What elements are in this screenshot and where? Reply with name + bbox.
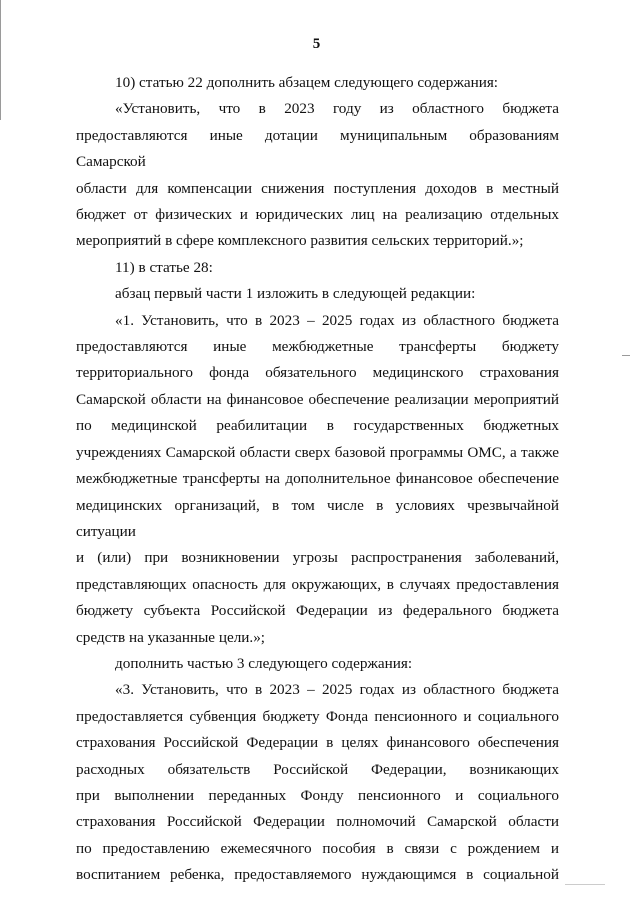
text-line: представляющих опасность для окружающих, в случаях предоставления xyxy=(76,575,559,593)
text-line: и (или) при возникновении угрозы распространения заболеваний, xyxy=(76,549,559,567)
text-line: учреждениях Самарской области сверх базовой программы ОМС, а также xyxy=(76,443,559,461)
text-line: 10) статью 22 дополнить абзацем следующего содержания: xyxy=(115,74,499,91)
text-line: мероприятий в сфере комплексного развития сельских территорий.»; xyxy=(76,232,524,250)
paragraph xyxy=(76,96,559,254)
text-line: бюджет от физических и юридических лиц на реализацию отдельных xyxy=(76,206,559,224)
text-line: межбюджетные трансферты на дополнительное финансовое обеспечение xyxy=(76,470,559,488)
paragraph xyxy=(76,281,559,307)
document-body xyxy=(76,70,559,889)
paragraph xyxy=(76,255,559,281)
text-line: «Установить, что в 2023 году из областного бюджета xyxy=(115,100,559,118)
text-line: «1. Установить, что в 2023 – 2025 годах из областного бюджета xyxy=(115,311,559,329)
text-line: области для компенсации снижения поступления доходов в местный xyxy=(76,179,559,197)
text-line: средств на указанные цели.»; xyxy=(76,628,266,646)
paragraph xyxy=(76,70,559,96)
text-line: бюджету субъекта Российской Федерации из федерального бюджета xyxy=(76,602,559,620)
text-line: «3. Установить, что в 2023 – 2025 годах из областного бюджета xyxy=(115,681,559,699)
text-line: по предоставлению ежемесячного пособия в связи с рождением и xyxy=(76,839,559,857)
text-line: расходных обязательств Российской Федерации, возникающих xyxy=(76,760,559,778)
scan-artifact xyxy=(622,355,630,356)
text-line: страхования Российской Федерации полномочий Самарской области xyxy=(76,813,559,831)
text-line: предоставляются иные межбюджетные трансферты бюджету xyxy=(76,338,559,356)
scan-artifact xyxy=(565,884,605,885)
scan-artifact xyxy=(0,0,1,120)
paragraph xyxy=(76,677,559,888)
text-line: воспитанием ребенка, предоставляемого нуждающимся в социальной xyxy=(76,866,559,884)
text-line: территориального фонда обязательного медицинского страхования xyxy=(76,364,559,382)
text-line: Самарской области на финансовое обеспечение реализации мероприятий xyxy=(76,390,559,408)
text-line: 11) в статье 28: xyxy=(115,258,213,276)
text-line: медицинских организаций, в том числе в условиях чрезвычайной ситуации xyxy=(76,496,559,540)
text-line: предоставляются иные дотации муниципальным образованиям Самарской xyxy=(76,126,559,171)
text-line: абзац первый части 1 изложить в следующей редакции: xyxy=(115,285,476,303)
text-line: по медицинской реабилитации в государственных бюджетных xyxy=(76,417,559,435)
page-number: 5 xyxy=(312,36,321,52)
text-line: дополнить частью 3 следующего содержания: xyxy=(115,654,413,672)
paragraph xyxy=(76,308,559,651)
text-line: при выполнении переданных Фонду пенсионного и социального xyxy=(76,786,559,804)
paragraph xyxy=(76,651,559,677)
text-line: страхования Российской Федерации в целях финансового обеспечения xyxy=(76,734,559,752)
text-line: предоставляется субвенция бюджету Фонда пенсионного и социального xyxy=(76,707,559,725)
